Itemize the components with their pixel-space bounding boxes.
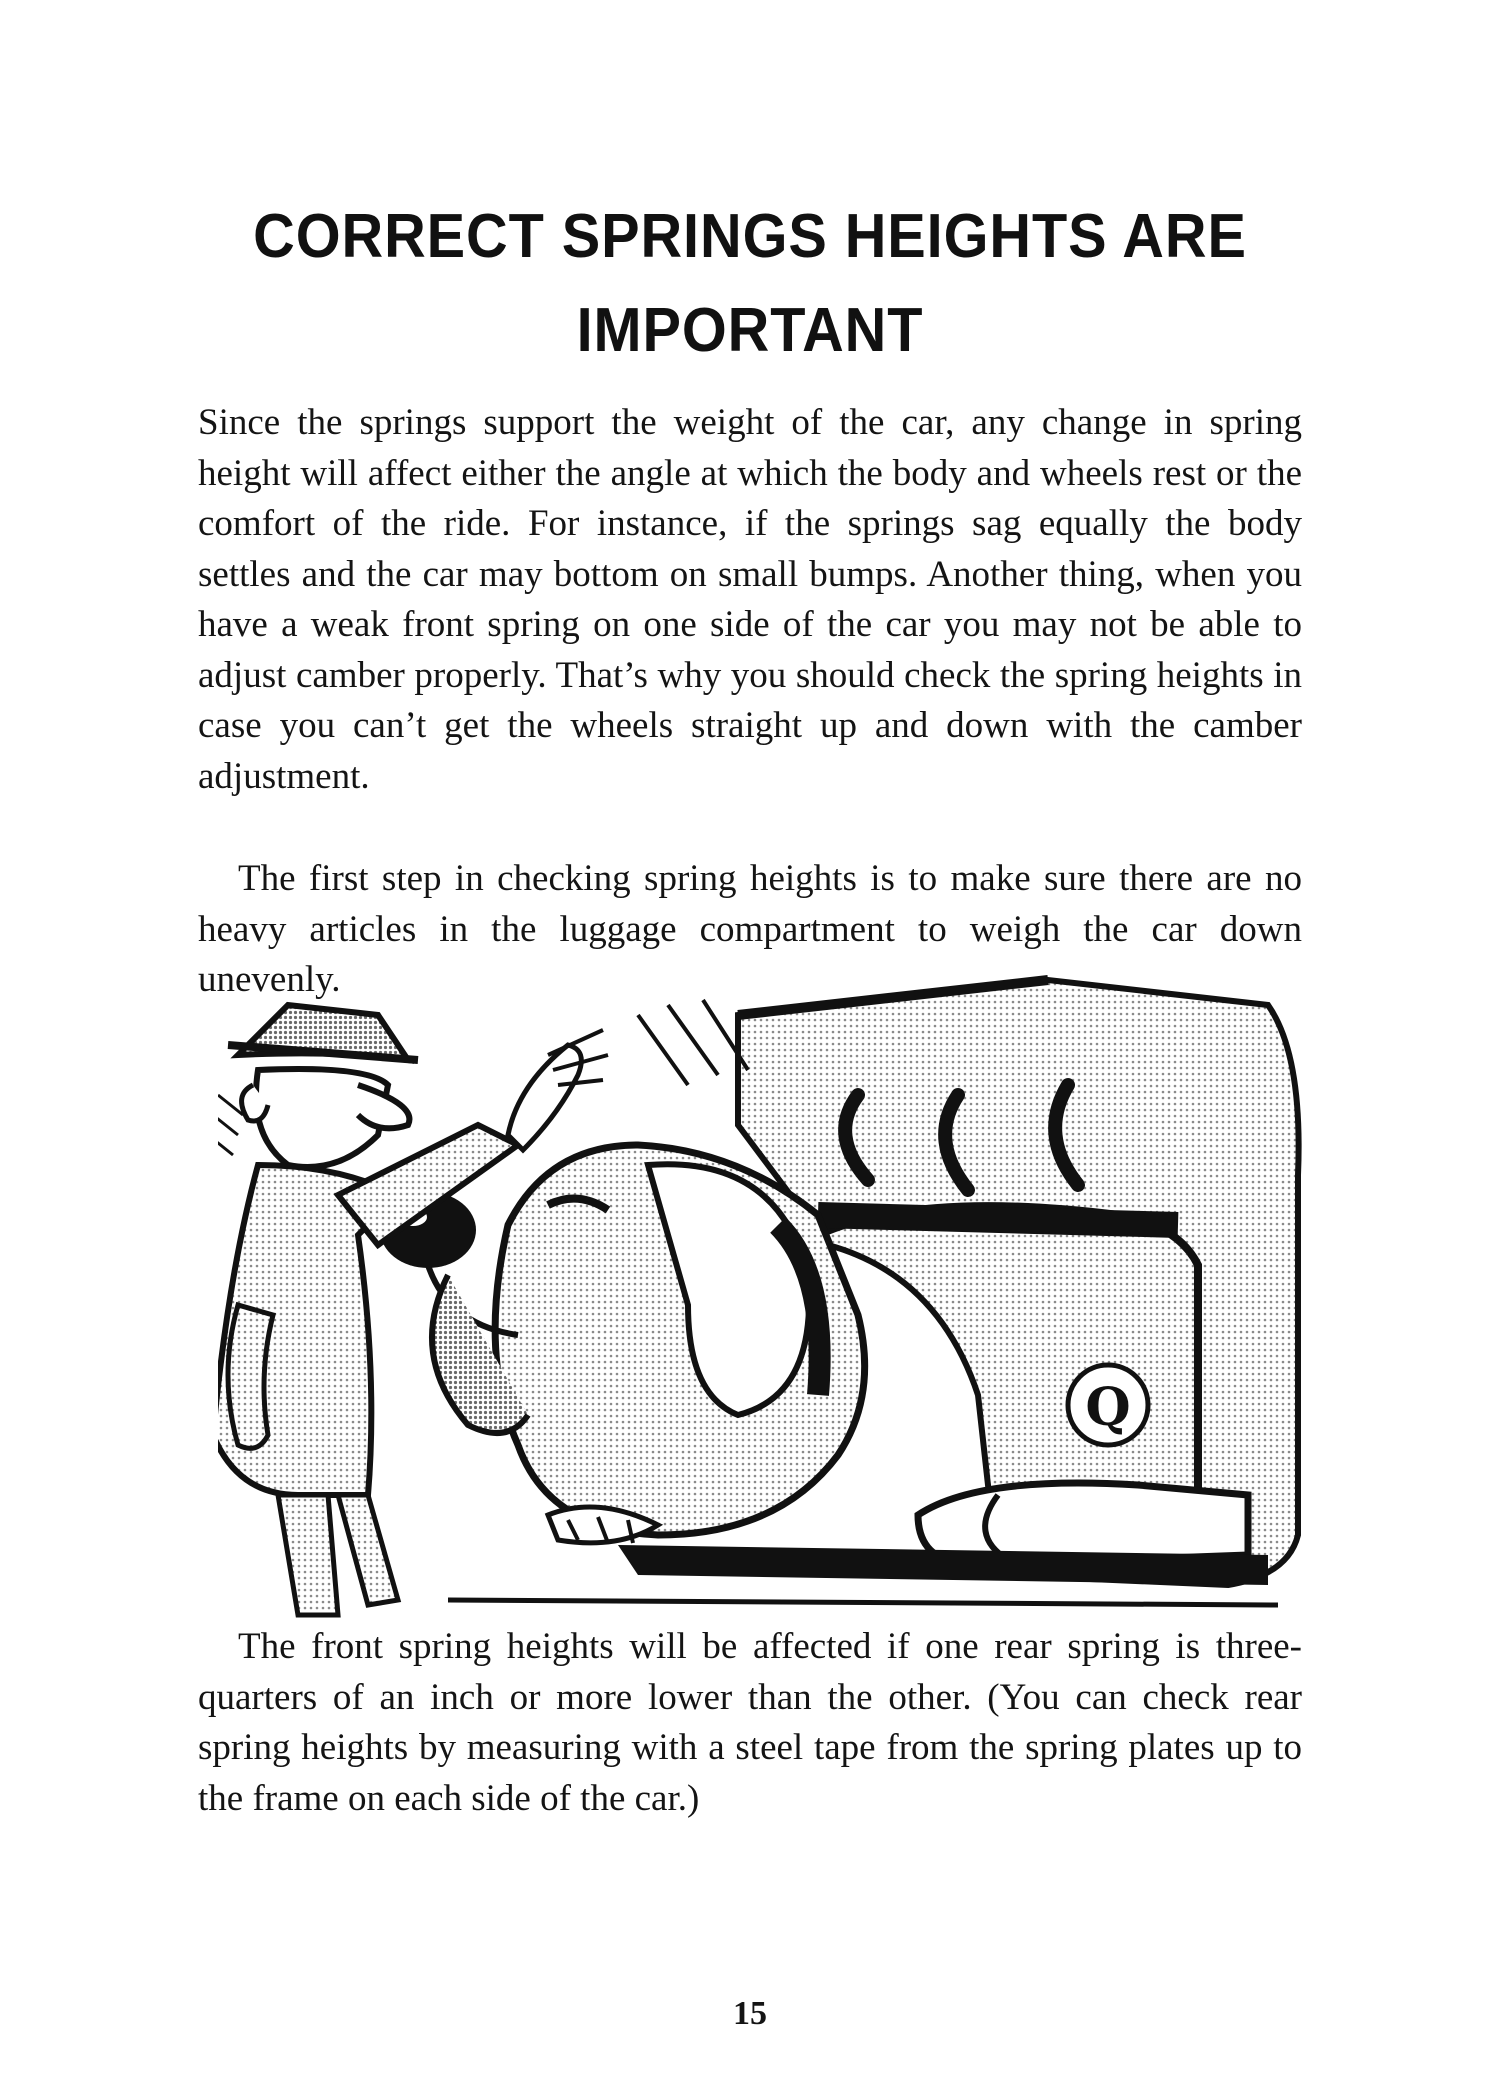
paragraph-intro: Since the springs support the weight of the car, any change in spring height will affect either the angle at which the body and wheels rest or the comfort of the ride. For instance, if the springs sag equally the body settles and the car may bottom on small bumps. Another thing, when you have a weak front spring on one side of the car you may not be able to adjust camber properly. That’s why you should check the spring heights in case you can’t get the wheels straight up and down with the camber adjustment. [198,402,1302,797]
paragraph-first-step: The first step in checking spring heights is to make sure there are no heavy articles in the luggage compartment to weigh the car down unevenly. [198,858,1302,1000]
dog-figure [380,1145,865,1543]
car-emblem-text: Q [1085,1377,1131,1438]
page-title [235,190,1265,378]
title-line-2: IMPORTANT [576,296,924,365]
title-line-1: CORRECT SPRINGS HEIGHTS ARE [253,202,1247,271]
paragraph-rear-spring: The front spring heights will be affected if one rear spring is three-quarters of an inch or more lower than the other. (You can check rear spring heights by measuring with a steel tape from the spring plates up to the frame on each side of the car.) [198,1626,1302,1819]
page-number: 15 [733,1995,767,2032]
cartoon-illustration [218,975,1303,1625]
